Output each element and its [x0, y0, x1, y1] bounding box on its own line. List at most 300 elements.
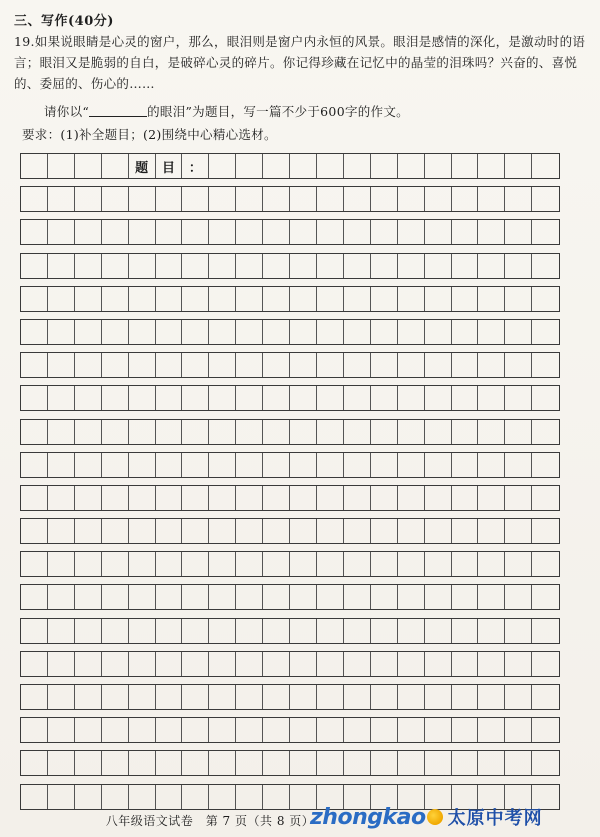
grid-cell[interactable] [425, 685, 452, 709]
grid-cell[interactable] [236, 453, 263, 477]
grid-cell[interactable] [21, 187, 48, 211]
grid-cell[interactable] [209, 287, 236, 311]
grid-cell[interactable] [156, 486, 183, 510]
grid-cell[interactable] [478, 751, 505, 775]
grid-cell[interactable] [505, 320, 532, 344]
grid-cell[interactable] [398, 353, 425, 377]
grid-cell[interactable] [452, 652, 479, 676]
grid-cell[interactable] [129, 353, 156, 377]
grid-cell[interactable] [344, 552, 371, 576]
grid-cell[interactable] [505, 619, 532, 643]
grid-cell[interactable] [48, 685, 75, 709]
grid-cell[interactable] [478, 519, 505, 543]
grid-cell[interactable] [398, 287, 425, 311]
grid-cell[interactable] [263, 552, 290, 576]
grid-cell[interactable] [452, 420, 479, 444]
grid-cell[interactable] [21, 652, 48, 676]
grid-cell[interactable] [236, 519, 263, 543]
grid-cell[interactable] [425, 154, 452, 178]
grid-cell[interactable] [478, 287, 505, 311]
grid-cell[interactable] [48, 320, 75, 344]
grid-cell[interactable] [452, 751, 479, 775]
grid-cell[interactable] [290, 751, 317, 775]
grid-cell[interactable] [532, 353, 559, 377]
grid-cell[interactable] [236, 585, 263, 609]
grid-cell[interactable] [156, 718, 183, 742]
grid-cell[interactable] [505, 254, 532, 278]
grid-cell[interactable] [532, 453, 559, 477]
grid-cell[interactable] [425, 486, 452, 510]
grid-cell[interactable] [263, 785, 290, 809]
grid-cell[interactable] [182, 453, 209, 477]
grid-cell[interactable] [263, 486, 290, 510]
grid-cell[interactable] [371, 519, 398, 543]
grid-cell[interactable] [75, 154, 102, 178]
grid-cell[interactable] [478, 420, 505, 444]
grid-cell[interactable] [75, 619, 102, 643]
grid-cell[interactable] [371, 453, 398, 477]
grid-cell[interactable] [478, 685, 505, 709]
grid-cell[interactable] [21, 785, 48, 809]
grid-cell[interactable] [102, 552, 129, 576]
grid-cell[interactable] [236, 386, 263, 410]
grid-cell[interactable] [236, 619, 263, 643]
grid-cell[interactable] [102, 154, 129, 178]
grid-cell[interactable] [290, 552, 317, 576]
grid-cell[interactable] [344, 154, 371, 178]
grid-cell[interactable] [532, 420, 559, 444]
grid-cell[interactable] [371, 353, 398, 377]
grid-cell[interactable] [344, 220, 371, 244]
grid-cell[interactable] [236, 552, 263, 576]
grid-cell[interactable] [236, 353, 263, 377]
grid-cell[interactable] [102, 486, 129, 510]
grid-cell[interactable] [156, 619, 183, 643]
grid-cell[interactable] [236, 751, 263, 775]
grid-cell[interactable] [398, 751, 425, 775]
grid-cell[interactable] [102, 585, 129, 609]
grid-cell[interactable] [102, 685, 129, 709]
grid-cell[interactable] [75, 320, 102, 344]
grid-cell[interactable] [263, 519, 290, 543]
grid-cell[interactable] [290, 652, 317, 676]
grid-cell[interactable] [425, 652, 452, 676]
grid-cell[interactable] [371, 220, 398, 244]
grid-cell[interactable] [182, 420, 209, 444]
grid-cell[interactable] [344, 486, 371, 510]
grid-cell[interactable] [317, 552, 344, 576]
grid-cell[interactable] [129, 486, 156, 510]
grid-cell[interactable] [263, 751, 290, 775]
grid-cell[interactable] [156, 652, 183, 676]
grid-cell[interactable] [317, 751, 344, 775]
grid-cell[interactable] [21, 220, 48, 244]
grid-cell[interactable] [263, 652, 290, 676]
grid-cell[interactable] [290, 220, 317, 244]
grid-cell[interactable] [263, 685, 290, 709]
grid-cell[interactable] [452, 486, 479, 510]
grid-cell[interactable] [102, 718, 129, 742]
grid-cell[interactable] [156, 187, 183, 211]
grid-cell[interactable] [317, 585, 344, 609]
grid-cell[interactable] [75, 254, 102, 278]
grid-cell[interactable] [344, 619, 371, 643]
grid-cell[interactable] [532, 254, 559, 278]
grid-cell[interactable] [452, 718, 479, 742]
grid-cell[interactable] [263, 154, 290, 178]
grid-cell[interactable] [156, 585, 183, 609]
grid-cell[interactable] [156, 386, 183, 410]
grid-cell[interactable] [478, 585, 505, 609]
grid-cell[interactable] [290, 320, 317, 344]
grid-cell[interactable] [317, 420, 344, 444]
grid-cell[interactable] [102, 187, 129, 211]
grid-cell[interactable] [263, 453, 290, 477]
grid-cell[interactable] [398, 585, 425, 609]
grid-cell[interactable] [317, 353, 344, 377]
grid-cell[interactable] [478, 254, 505, 278]
grid-cell[interactable] [209, 254, 236, 278]
grid-cell[interactable] [75, 420, 102, 444]
grid-cell[interactable] [263, 220, 290, 244]
grid-cell[interactable] [344, 320, 371, 344]
grid-cell[interactable] [398, 685, 425, 709]
grid-cell[interactable] [236, 652, 263, 676]
grid-cell[interactable] [505, 486, 532, 510]
grid-cell[interactable] [48, 718, 75, 742]
grid-cell[interactable] [398, 718, 425, 742]
grid-cell[interactable] [505, 718, 532, 742]
grid-cell[interactable] [505, 751, 532, 775]
grid-cell[interactable] [75, 685, 102, 709]
grid-cell[interactable] [371, 552, 398, 576]
grid-cell[interactable] [452, 619, 479, 643]
grid-cell[interactable] [532, 552, 559, 576]
grid-cell[interactable] [478, 353, 505, 377]
grid-cell[interactable] [236, 718, 263, 742]
grid-cell[interactable] [290, 254, 317, 278]
grid-cell[interactable] [21, 486, 48, 510]
grid-cell[interactable] [129, 220, 156, 244]
grid-cell[interactable] [75, 453, 102, 477]
grid-cell[interactable] [263, 287, 290, 311]
grid-cell[interactable] [209, 353, 236, 377]
grid-cell[interactable] [532, 154, 559, 178]
grid-cell[interactable] [236, 254, 263, 278]
grid-cell[interactable] [290, 386, 317, 410]
grid-cell[interactable] [102, 254, 129, 278]
grid-cell[interactable] [156, 353, 183, 377]
grid-cell[interactable] [425, 287, 452, 311]
grid-cell[interactable] [48, 287, 75, 311]
grid-cell[interactable] [236, 220, 263, 244]
grid-cell[interactable] [129, 619, 156, 643]
grid-cell[interactable] [263, 187, 290, 211]
grid-cell[interactable] [21, 585, 48, 609]
grid-cell[interactable] [48, 619, 75, 643]
grid-cell[interactable] [21, 685, 48, 709]
grid-cell[interactable] [532, 718, 559, 742]
grid-cell[interactable] [290, 420, 317, 444]
grid-cell[interactable] [290, 486, 317, 510]
grid-cell[interactable] [478, 652, 505, 676]
grid-cell[interactable] [48, 453, 75, 477]
grid-cell[interactable] [371, 685, 398, 709]
grid-cell[interactable] [290, 685, 317, 709]
grid-cell[interactable] [156, 254, 183, 278]
grid-cell[interactable] [156, 420, 183, 444]
grid-cell[interactable] [505, 386, 532, 410]
grid-cell[interactable] [129, 320, 156, 344]
grid-cell[interactable] [48, 420, 75, 444]
grid-cell[interactable] [263, 353, 290, 377]
grid-cell[interactable] [21, 519, 48, 543]
grid-cell[interactable] [452, 254, 479, 278]
grid-cell[interactable] [129, 552, 156, 576]
grid-cell[interactable] [182, 585, 209, 609]
grid-cell[interactable] [182, 386, 209, 410]
grid-cell[interactable] [129, 287, 156, 311]
grid-cell[interactable] [398, 552, 425, 576]
grid-cell[interactable] [182, 220, 209, 244]
grid-cell[interactable] [236, 685, 263, 709]
grid-cell[interactable] [317, 154, 344, 178]
grid-cell[interactable] [478, 154, 505, 178]
grid-cell[interactable] [48, 486, 75, 510]
grid-cell[interactable] [263, 386, 290, 410]
grid-cell[interactable] [129, 751, 156, 775]
grid-cell[interactable] [156, 220, 183, 244]
grid-cell[interactable] [48, 785, 75, 809]
grid-cell[interactable] [505, 220, 532, 244]
grid-cell[interactable] [209, 453, 236, 477]
grid-cell[interactable] [344, 652, 371, 676]
grid-cell[interactable] [236, 486, 263, 510]
grid-cell[interactable] [290, 154, 317, 178]
grid-cell[interactable] [48, 519, 75, 543]
grid-cell[interactable] [398, 453, 425, 477]
grid-cell[interactable] [425, 519, 452, 543]
grid-cell[interactable] [75, 785, 102, 809]
grid-cell[interactable] [371, 320, 398, 344]
grid-cell[interactable] [344, 386, 371, 410]
grid-cell[interactable] [532, 685, 559, 709]
grid-cell[interactable] [425, 619, 452, 643]
grid-cell[interactable] [344, 453, 371, 477]
grid-cell[interactable] [425, 751, 452, 775]
grid-cell[interactable] [290, 718, 317, 742]
grid-cell[interactable] [21, 254, 48, 278]
grid-cell[interactable] [75, 519, 102, 543]
grid-cell[interactable] [505, 685, 532, 709]
grid-cell[interactable] [532, 619, 559, 643]
grid-cell[interactable] [344, 718, 371, 742]
grid-cell[interactable] [478, 486, 505, 510]
grid-cell[interactable] [425, 552, 452, 576]
grid-cell[interactable] [317, 685, 344, 709]
grid-cell[interactable] [21, 420, 48, 444]
grid-cell[interactable] [156, 453, 183, 477]
grid-cell[interactable] [452, 287, 479, 311]
grid-cell[interactable] [505, 420, 532, 444]
grid-cell[interactable] [209, 785, 236, 809]
grid-cell[interactable] [209, 154, 236, 178]
grid-cell[interactable] [452, 154, 479, 178]
grid-cell[interactable] [505, 519, 532, 543]
grid-cell[interactable] [102, 453, 129, 477]
grid-cell[interactable] [156, 685, 183, 709]
grid-cell[interactable] [75, 353, 102, 377]
grid-cell[interactable] [317, 320, 344, 344]
grid-cell[interactable] [532, 187, 559, 211]
grid-cell[interactable] [425, 453, 452, 477]
grid-cell[interactable] [102, 220, 129, 244]
grid-cell[interactable] [371, 187, 398, 211]
grid-cell[interactable] [398, 652, 425, 676]
grid-cell[interactable] [182, 320, 209, 344]
grid-cell[interactable] [263, 320, 290, 344]
grid-cell[interactable] [452, 220, 479, 244]
grid-cell[interactable] [102, 353, 129, 377]
title-blank[interactable] [89, 104, 147, 117]
grid-cell[interactable] [182, 486, 209, 510]
grid-cell[interactable] [21, 287, 48, 311]
grid-cell[interactable] [317, 220, 344, 244]
grid-cell[interactable] [75, 220, 102, 244]
grid-cell[interactable] [156, 287, 183, 311]
grid-cell[interactable] [478, 320, 505, 344]
grid-cell[interactable] [182, 718, 209, 742]
grid-cell[interactable] [478, 552, 505, 576]
grid-cell[interactable] [505, 353, 532, 377]
grid-cell[interactable] [129, 420, 156, 444]
grid-cell[interactable] [425, 254, 452, 278]
grid-cell[interactable] [182, 254, 209, 278]
grid-cell[interactable] [129, 652, 156, 676]
grid-cell[interactable] [505, 585, 532, 609]
grid-cell[interactable] [102, 320, 129, 344]
grid-cell[interactable] [129, 718, 156, 742]
grid-cell[interactable] [75, 585, 102, 609]
grid-cell[interactable] [129, 685, 156, 709]
grid-cell[interactable] [182, 353, 209, 377]
grid-cell[interactable] [478, 619, 505, 643]
grid-cell[interactable] [452, 685, 479, 709]
grid-cell[interactable] [263, 420, 290, 444]
grid-cell[interactable] [344, 187, 371, 211]
grid-cell[interactable] [129, 785, 156, 809]
grid-cell[interactable] [532, 220, 559, 244]
grid-cell[interactable] [102, 386, 129, 410]
grid-cell[interactable] [102, 652, 129, 676]
grid-cell[interactable] [129, 585, 156, 609]
grid-cell[interactable] [452, 320, 479, 344]
grid-cell[interactable] [398, 519, 425, 543]
grid-cell[interactable] [75, 552, 102, 576]
grid-cell[interactable] [209, 751, 236, 775]
grid-cell[interactable] [371, 154, 398, 178]
grid-cell[interactable] [371, 386, 398, 410]
grid-cell[interactable] [129, 386, 156, 410]
grid-cell[interactable] [452, 386, 479, 410]
grid-cell[interactable] [129, 453, 156, 477]
grid-cell[interactable] [317, 254, 344, 278]
grid-cell[interactable] [209, 718, 236, 742]
grid-cell[interactable] [425, 220, 452, 244]
grid-cell[interactable] [156, 751, 183, 775]
grid-cell[interactable] [209, 585, 236, 609]
grid-cell[interactable] [290, 619, 317, 643]
grid-cell[interactable] [452, 187, 479, 211]
grid-cell[interactable] [75, 652, 102, 676]
grid-cell[interactable] [532, 751, 559, 775]
grid-cell[interactable] [317, 187, 344, 211]
grid-cell[interactable] [425, 585, 452, 609]
grid-cell[interactable] [75, 718, 102, 742]
grid-cell[interactable] [532, 320, 559, 344]
grid-cell[interactable] [425, 420, 452, 444]
grid-cell[interactable] [452, 353, 479, 377]
grid-cell[interactable] [48, 154, 75, 178]
grid-cell[interactable] [209, 685, 236, 709]
grid-cell[interactable] [290, 287, 317, 311]
grid-cell[interactable] [236, 785, 263, 809]
grid-cell[interactable] [344, 519, 371, 543]
grid-cell[interactable] [344, 751, 371, 775]
grid-cell[interactable] [209, 519, 236, 543]
grid-cell[interactable] [505, 154, 532, 178]
grid-cell[interactable] [371, 751, 398, 775]
grid-cell[interactable] [371, 287, 398, 311]
grid-cell[interactable] [317, 486, 344, 510]
grid-cell[interactable] [344, 353, 371, 377]
grid-cell[interactable] [21, 552, 48, 576]
grid-cell[interactable] [478, 220, 505, 244]
grid-cell[interactable] [21, 619, 48, 643]
grid-cell[interactable] [209, 220, 236, 244]
grid-cell[interactable] [48, 652, 75, 676]
grid-cell[interactable] [236, 287, 263, 311]
grid-cell[interactable] [21, 320, 48, 344]
grid-cell[interactable] [425, 187, 452, 211]
grid-cell[interactable] [505, 453, 532, 477]
grid-cell[interactable] [452, 453, 479, 477]
grid-cell[interactable] [371, 420, 398, 444]
grid-cell[interactable] [263, 585, 290, 609]
grid-cell[interactable] [452, 552, 479, 576]
grid-cell[interactable] [425, 718, 452, 742]
grid-cell[interactable] [48, 353, 75, 377]
grid-cell[interactable] [532, 486, 559, 510]
grid-cell[interactable] [48, 386, 75, 410]
grid-cell[interactable] [48, 220, 75, 244]
grid-cell[interactable] [317, 287, 344, 311]
grid-cell[interactable] [505, 552, 532, 576]
grid-cell[interactable] [156, 785, 183, 809]
grid-cell[interactable] [344, 420, 371, 444]
grid-cell[interactable] [182, 751, 209, 775]
grid-cell[interactable] [290, 519, 317, 543]
grid-cell[interactable] [21, 353, 48, 377]
grid-cell[interactable] [21, 154, 48, 178]
grid-cell[interactable] [317, 386, 344, 410]
grid-cell[interactable] [21, 718, 48, 742]
grid-cell[interactable] [371, 619, 398, 643]
grid-cell[interactable] [398, 486, 425, 510]
grid-cell[interactable] [21, 386, 48, 410]
grid-cell[interactable] [209, 320, 236, 344]
grid-cell[interactable] [21, 453, 48, 477]
